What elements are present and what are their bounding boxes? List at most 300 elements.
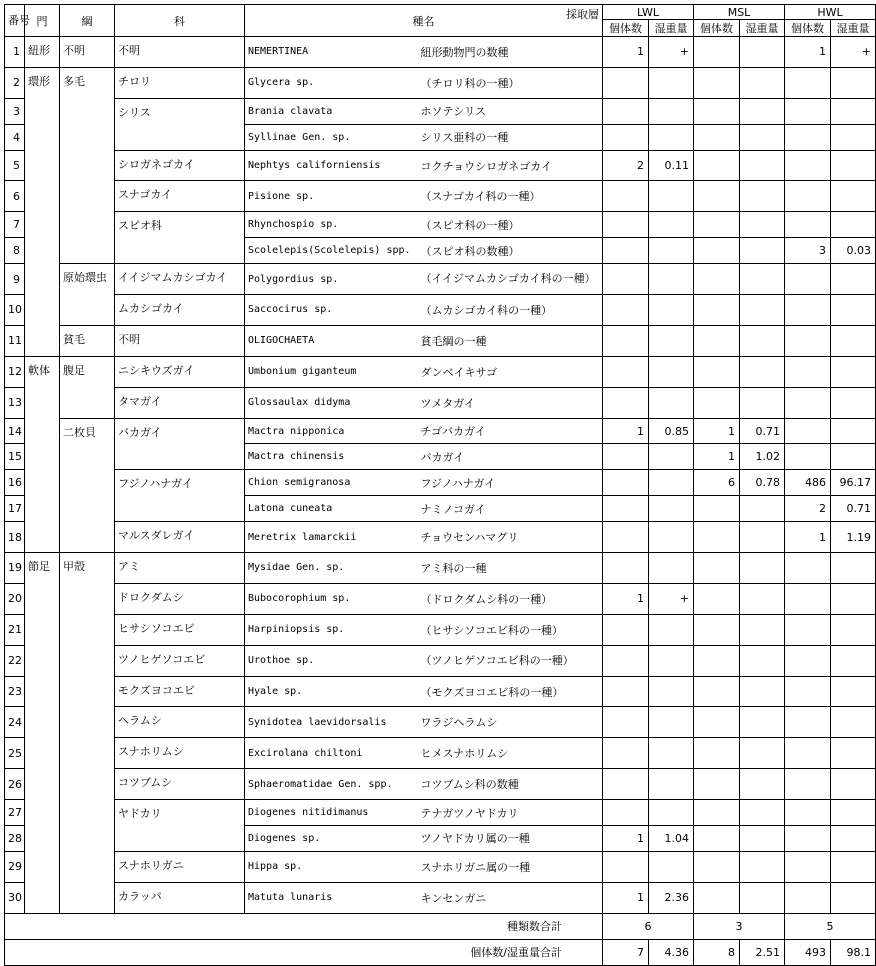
cell-weight-hwl — [831, 614, 876, 645]
table-row — [5, 325, 876, 356]
cell-weight-lwl — [649, 800, 694, 826]
cell-count-msl — [694, 769, 740, 800]
table-row — [5, 264, 876, 295]
table-row — [5, 212, 876, 238]
cell-weight-msl — [740, 738, 785, 769]
cell-family: チロリ — [115, 67, 245, 98]
cell-weight-lwl — [649, 553, 694, 584]
cell-weight-hwl — [831, 295, 876, 326]
species-total-label: 種類数合計 — [5, 913, 603, 939]
cell-count-msl — [694, 98, 740, 124]
cell-weight-msl — [740, 826, 785, 852]
cell-count-hwl — [785, 124, 831, 150]
cell-count-hwl — [785, 295, 831, 326]
cell-latin-name: Latona cuneata — [245, 496, 418, 522]
cell-weight-hwl: 96.17 — [831, 470, 876, 496]
header-count: 個体数 — [785, 20, 831, 37]
cell-count-hwl — [785, 676, 831, 707]
cell-latin-name: Mactra chinensis — [245, 444, 418, 470]
cell-weight-lwl — [649, 496, 694, 522]
header-count: 個体数 — [694, 20, 740, 37]
cell-weight-hwl — [831, 645, 876, 676]
row-number: 4 — [5, 124, 25, 150]
cell-japanese-name: （スナゴカイ科の一種） — [418, 181, 603, 212]
cell-weight-lwl — [649, 470, 694, 496]
cell-count-msl — [694, 800, 740, 826]
cell-count-msl — [694, 614, 740, 645]
cell-family: ヒサシソコエビ — [115, 614, 245, 645]
row-number: 24 — [5, 707, 25, 738]
header-no: 番号 — [5, 5, 25, 37]
table-row — [5, 67, 876, 98]
cell-weight-hwl — [831, 181, 876, 212]
cell-count-lwl — [603, 707, 649, 738]
cell-latin-name: Syllinae Gen. sp. — [245, 124, 418, 150]
cell-japanese-name: ツノヤドカリ属の一種 — [418, 826, 603, 852]
cell-weight-hwl — [831, 826, 876, 852]
row-number: 17 — [5, 496, 25, 522]
cell-weight-hwl — [831, 769, 876, 800]
cell-weight-lwl — [649, 387, 694, 418]
cell-count-msl — [694, 387, 740, 418]
cell-japanese-name: フジノハナガイ — [418, 470, 603, 496]
row-number: 2 — [5, 67, 25, 98]
row-number: 18 — [5, 522, 25, 553]
cell-count-lwl — [603, 496, 649, 522]
cell-class: 不明 — [60, 37, 115, 68]
cell-weight-lwl — [649, 67, 694, 98]
cell-weight-lwl — [649, 356, 694, 387]
cell-weight-lwl: 1.04 — [649, 826, 694, 852]
cell-count-lwl — [603, 614, 649, 645]
cell-japanese-name: （スピオ科の数種） — [418, 238, 603, 264]
cell-latin-name: Umbonium giganteum — [245, 356, 418, 387]
row-number: 14 — [5, 418, 25, 444]
table-row — [5, 676, 876, 707]
cell-weight-lwl — [649, 325, 694, 356]
cell-count-msl — [694, 496, 740, 522]
table-row — [5, 645, 876, 676]
cell-family: シロガネゴカイ — [115, 150, 245, 181]
cell-class: 貧毛 — [60, 325, 115, 356]
cell-count-hwl — [785, 150, 831, 181]
cell-weight-msl — [740, 387, 785, 418]
cell-family: 不明 — [115, 325, 245, 356]
cell-weight-msl — [740, 800, 785, 826]
cell-weight-lwl — [649, 522, 694, 553]
cell-weight-hwl: 0.71 — [831, 496, 876, 522]
table-row — [5, 37, 876, 68]
cell-japanese-name: （ツノヒゲソコエビ科の一種） — [418, 645, 603, 676]
cell-weight-msl — [740, 645, 785, 676]
cell-japanese-name: キンセンガニ — [418, 882, 603, 913]
cell-family: アミ — [115, 553, 245, 584]
cell-count-lwl — [603, 738, 649, 769]
cell-count-hwl — [785, 707, 831, 738]
sum-weight-lwl: 4.36 — [649, 939, 694, 965]
sum-weight-msl: 2.51 — [740, 939, 785, 965]
cell-class: 甲殻 — [60, 553, 115, 914]
cell-count-lwl — [603, 769, 649, 800]
cell-weight-lwl — [649, 124, 694, 150]
cell-count-lwl — [603, 295, 649, 326]
row-number: 13 — [5, 387, 25, 418]
cell-weight-hwl — [831, 583, 876, 614]
row-number: 20 — [5, 583, 25, 614]
cell-count-lwl — [603, 444, 649, 470]
row-number: 15 — [5, 444, 25, 470]
cell-japanese-name: （イイジマムカシゴカイ科の一種） — [418, 264, 603, 295]
cell-family: 不明 — [115, 37, 245, 68]
cell-japanese-name: アミ科の一種 — [418, 553, 603, 584]
table-row — [5, 295, 876, 326]
cell-count-lwl — [603, 212, 649, 238]
cell-weight-lwl — [649, 614, 694, 645]
cell-latin-name: Sphaeromatidae Gen. spp. — [245, 769, 418, 800]
table-row — [5, 707, 876, 738]
cell-count-lwl — [603, 356, 649, 387]
cell-weight-hwl — [831, 212, 876, 238]
cell-weight-hwl — [831, 67, 876, 98]
cell-weight-hwl — [831, 325, 876, 356]
header-family: 科 — [115, 5, 245, 37]
table-row — [5, 387, 876, 418]
cell-weight-hwl — [831, 150, 876, 181]
cell-count-msl — [694, 738, 740, 769]
cell-weight-lwl — [649, 738, 694, 769]
cell-family: カラッパ — [115, 882, 245, 913]
cell-weight-msl — [740, 67, 785, 98]
species-total-msl: 3 — [694, 913, 785, 939]
cell-family: ヘラムシ — [115, 707, 245, 738]
cell-latin-name: Nephtys californiensis — [245, 150, 418, 181]
cell-weight-lwl — [649, 707, 694, 738]
cell-weight-lwl — [649, 295, 694, 326]
cell-japanese-name: 貧毛綱の一種 — [418, 325, 603, 356]
cell-japanese-name: チョウセンハマグリ — [418, 522, 603, 553]
cell-weight-msl — [740, 264, 785, 295]
cell-count-lwl: 1 — [603, 826, 649, 852]
cell-weight-msl — [740, 124, 785, 150]
header-weight: 湿重量 — [831, 20, 876, 37]
cell-latin-name: Rhynchospio sp. — [245, 212, 418, 238]
cell-weight-msl: 0.78 — [740, 470, 785, 496]
cell-count-msl — [694, 150, 740, 181]
cell-japanese-name: ダンベイキサゴ — [418, 356, 603, 387]
cell-count-hwl — [785, 98, 831, 124]
cell-weight-hwl: + — [831, 37, 876, 68]
cell-latin-name: Bubocorophium sp. — [245, 583, 418, 614]
cell-family: イイジマムカシゴカイ — [115, 264, 245, 295]
table-row — [5, 150, 876, 181]
cell-weight-hwl — [831, 676, 876, 707]
row-number: 8 — [5, 238, 25, 264]
cell-count-hwl: 3 — [785, 238, 831, 264]
cell-japanese-name: チゴバカガイ — [418, 418, 603, 444]
species-total-hwl: 5 — [785, 913, 876, 939]
row-number: 30 — [5, 882, 25, 913]
cell-count-lwl — [603, 851, 649, 882]
cell-family: ムカシゴカイ — [115, 295, 245, 326]
cell-latin-name: Hippa sp. — [245, 851, 418, 882]
row-number: 6 — [5, 181, 25, 212]
table-row — [5, 522, 876, 553]
cell-count-hwl — [785, 264, 831, 295]
cell-weight-msl — [740, 98, 785, 124]
cell-latin-name: Scolelepis(Scolelepis) spp. — [245, 238, 418, 264]
cell-latin-name: Meretrix lamarckii — [245, 522, 418, 553]
cell-weight-hwl — [831, 444, 876, 470]
cell-weight-hwl — [831, 553, 876, 584]
species-table — [4, 4, 876, 966]
cell-family: バカガイ — [115, 418, 245, 470]
cell-weight-lwl: + — [649, 583, 694, 614]
cell-weight-lwl — [649, 212, 694, 238]
cell-weight-hwl — [831, 800, 876, 826]
cell-count-lwl — [603, 553, 649, 584]
cell-count-msl — [694, 645, 740, 676]
cell-weight-lwl: 0.11 — [649, 150, 694, 181]
cell-weight-lwl — [649, 98, 694, 124]
cell-weight-hwl — [831, 387, 876, 418]
cell-count-hwl — [785, 387, 831, 418]
cell-weight-msl — [740, 583, 785, 614]
cell-count-hwl — [785, 826, 831, 852]
cell-phylum: 環形 — [25, 67, 60, 356]
table-row — [5, 553, 876, 584]
cell-latin-name: Excirolana chiltoni — [245, 738, 418, 769]
cell-latin-name: Mactra nipponica — [245, 418, 418, 444]
cell-count-lwl: 1 — [603, 418, 649, 444]
cell-weight-msl — [740, 325, 785, 356]
cell-count-msl: 1 — [694, 418, 740, 444]
sum-total-label: 個体数/湿重量合計 — [5, 939, 603, 965]
cell-phylum: 軟体 — [25, 356, 60, 552]
cell-latin-name: Synidotea laevidorsalis — [245, 707, 418, 738]
cell-latin-name: Chion semigranosa — [245, 470, 418, 496]
header-row-1 — [5, 5, 876, 20]
cell-weight-msl — [740, 553, 785, 584]
sum-count-hwl: 493 — [785, 939, 831, 965]
cell-count-hwl — [785, 851, 831, 882]
cell-latin-name: Diogenes sp. — [245, 826, 418, 852]
cell-weight-hwl — [831, 418, 876, 444]
cell-count-hwl — [785, 181, 831, 212]
cell-latin-name: Diogenes nitidimanus — [245, 800, 418, 826]
cell-count-hwl — [785, 882, 831, 913]
cell-phylum: 節足 — [25, 553, 60, 914]
cell-weight-lwl — [649, 851, 694, 882]
cell-count-msl — [694, 356, 740, 387]
header-zone-lwl: LWL — [603, 5, 694, 20]
cell-japanese-name: ツメタガイ — [418, 387, 603, 418]
header-count: 個体数 — [603, 20, 649, 37]
cell-count-msl — [694, 851, 740, 882]
table-row — [5, 800, 876, 826]
header-phylum: 門 — [25, 5, 60, 37]
header-class: 綱 — [60, 5, 115, 37]
cell-count-msl — [694, 181, 740, 212]
cell-japanese-name: スナホリガニ属の一種 — [418, 851, 603, 882]
cell-count-hwl — [785, 738, 831, 769]
cell-japanese-name: バカガイ — [418, 444, 603, 470]
cell-count-hwl: 486 — [785, 470, 831, 496]
cell-weight-msl — [740, 212, 785, 238]
cell-class: 腹足 — [60, 356, 115, 418]
row-number: 19 — [5, 553, 25, 584]
cell-class: 二枚貝 — [60, 418, 115, 552]
cell-count-hwl — [785, 583, 831, 614]
cell-count-lwl — [603, 522, 649, 553]
row-number: 12 — [5, 356, 25, 387]
row-number: 27 — [5, 800, 25, 826]
cell-japanese-name: （モクズヨコエビ科の一種） — [418, 676, 603, 707]
cell-count-lwl — [603, 124, 649, 150]
row-number: 3 — [5, 98, 25, 124]
cell-japanese-name: （ドロクダムシ科の一種） — [418, 583, 603, 614]
row-number: 23 — [5, 676, 25, 707]
species-total-row — [5, 913, 876, 939]
table-row — [5, 583, 876, 614]
cell-weight-lwl — [649, 676, 694, 707]
cell-weight-lwl — [649, 444, 694, 470]
cell-latin-name: Mysidae Gen. sp. — [245, 553, 418, 584]
cell-japanese-name: コツブムシ科の数種 — [418, 769, 603, 800]
cell-weight-lwl — [649, 645, 694, 676]
header-weight: 湿重量 — [649, 20, 694, 37]
row-number: 7 — [5, 212, 25, 238]
header-weight: 湿重量 — [740, 20, 785, 37]
cell-count-hwl — [785, 325, 831, 356]
cell-count-msl — [694, 325, 740, 356]
cell-count-lwl — [603, 676, 649, 707]
cell-japanese-name: ヒメスナホリムシ — [418, 738, 603, 769]
cell-family: ニシキウズガイ — [115, 356, 245, 387]
cell-japanese-name: 紐形動物門の数種 — [418, 37, 603, 68]
cell-family: スナゴカイ — [115, 181, 245, 212]
cell-count-hwl — [785, 553, 831, 584]
table-row — [5, 769, 876, 800]
cell-count-hwl — [785, 67, 831, 98]
cell-weight-hwl — [831, 707, 876, 738]
header-zone-hwl: HWL — [785, 5, 876, 20]
cell-count-hwl — [785, 212, 831, 238]
header-layer: 採取層 — [566, 8, 599, 21]
cell-count-lwl: 1 — [603, 882, 649, 913]
cell-count-hwl: 1 — [785, 522, 831, 553]
cell-weight-msl — [740, 356, 785, 387]
cell-family: モクズヨコエビ — [115, 676, 245, 707]
cell-weight-msl — [740, 150, 785, 181]
cell-count-hwl: 1 — [785, 37, 831, 68]
cell-weight-hwl: 1.19 — [831, 522, 876, 553]
table-row — [5, 418, 876, 444]
cell-count-lwl — [603, 264, 649, 295]
cell-weight-lwl — [649, 769, 694, 800]
cell-weight-msl — [740, 37, 785, 68]
cell-latin-name: Glycera sp. — [245, 67, 418, 98]
cell-count-msl — [694, 583, 740, 614]
cell-count-msl — [694, 238, 740, 264]
cell-family: ツノヒゲソコエビ — [115, 645, 245, 676]
cell-weight-hwl — [831, 98, 876, 124]
cell-count-msl — [694, 212, 740, 238]
cell-weight-msl — [740, 522, 785, 553]
cell-count-msl: 6 — [694, 470, 740, 496]
table-row — [5, 470, 876, 496]
sum-weight-hwl: 98.1 — [831, 939, 876, 965]
cell-japanese-name: ワラジヘラムシ — [418, 707, 603, 738]
cell-weight-hwl — [831, 851, 876, 882]
table-row — [5, 356, 876, 387]
cell-count-lwl — [603, 67, 649, 98]
cell-weight-msl — [740, 851, 785, 882]
cell-latin-name: Brania clavata — [245, 98, 418, 124]
sum-count-lwl: 7 — [603, 939, 649, 965]
row-number: 10 — [5, 295, 25, 326]
cell-japanese-name: （チロリ科の一種） — [418, 67, 603, 98]
row-number: 22 — [5, 645, 25, 676]
cell-count-msl — [694, 553, 740, 584]
table-row — [5, 882, 876, 913]
row-number: 11 — [5, 325, 25, 356]
cell-family: フジノハナガイ — [115, 470, 245, 522]
row-number: 26 — [5, 769, 25, 800]
cell-count-msl — [694, 37, 740, 68]
cell-family: ヤドカリ — [115, 800, 245, 852]
cell-family: ドロクダムシ — [115, 583, 245, 614]
cell-latin-name: Glossaulax didyma — [245, 387, 418, 418]
cell-weight-hwl: 0.03 — [831, 238, 876, 264]
cell-latin-name: OLIGOCHAETA — [245, 325, 418, 356]
cell-count-lwl — [603, 181, 649, 212]
table-row — [5, 738, 876, 769]
cell-count-lwl — [603, 387, 649, 418]
cell-count-msl — [694, 264, 740, 295]
cell-weight-msl — [740, 181, 785, 212]
cell-weight-hwl — [831, 738, 876, 769]
cell-count-hwl — [785, 614, 831, 645]
cell-count-hwl — [785, 418, 831, 444]
cell-count-msl: 1 — [694, 444, 740, 470]
cell-weight-msl — [740, 614, 785, 645]
table-row — [5, 98, 876, 124]
cell-weight-msl — [740, 882, 785, 913]
cell-weight-hwl — [831, 356, 876, 387]
row-number: 21 — [5, 614, 25, 645]
species-total-lwl: 6 — [603, 913, 694, 939]
cell-weight-msl — [740, 707, 785, 738]
cell-weight-lwl: 0.85 — [649, 418, 694, 444]
cell-weight-lwl — [649, 264, 694, 295]
cell-latin-name: Hyale sp. — [245, 676, 418, 707]
sum-total-row — [5, 939, 876, 965]
cell-latin-name: Polygordius sp. — [245, 264, 418, 295]
cell-count-msl — [694, 707, 740, 738]
row-number: 9 — [5, 264, 25, 295]
cell-weight-hwl — [831, 264, 876, 295]
cell-latin-name: Harpiniopsis sp. — [245, 614, 418, 645]
table-row — [5, 181, 876, 212]
cell-weight-msl — [740, 769, 785, 800]
table-body — [5, 37, 876, 914]
cell-count-lwl — [603, 325, 649, 356]
row-number: 25 — [5, 738, 25, 769]
cell-latin-name: Urothoe sp. — [245, 645, 418, 676]
cell-japanese-name: テナガツノヤドカリ — [418, 800, 603, 826]
cell-count-msl — [694, 67, 740, 98]
cell-count-msl — [694, 676, 740, 707]
